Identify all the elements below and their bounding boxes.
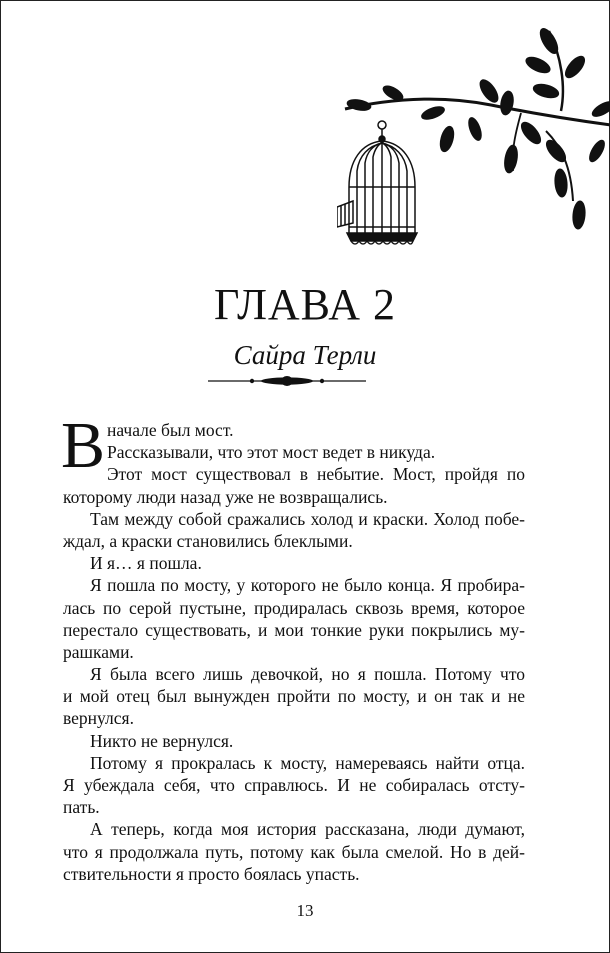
text-line: Рассказывали, что этот мост ведет в никуда.	[107, 442, 436, 463]
text-line: ждал, а краски становились блеклыми.	[63, 530, 353, 551]
birdcage-branch-illustration	[337, 21, 610, 253]
text-line: Я пошла по мосту, у которого не было конца. Я пробира-	[90, 575, 525, 596]
text-line: Никто не вернулся.	[90, 730, 234, 751]
text-line: Потому я прокралась к мосту, намереваясь найти отца.	[90, 752, 525, 773]
drop-cap: В	[61, 409, 106, 482]
chapter-subtitle: Сайра Терли	[233, 340, 377, 370]
text-line: начале был мост.	[107, 420, 234, 440]
divider-ornament	[206, 374, 368, 388]
text-line: которому люди назад уже не возвращались.	[63, 486, 388, 507]
text-line: А теперь, когда моя история рассказана, люди думают,	[90, 819, 525, 840]
text-line: пать.	[63, 797, 100, 818]
text-line: рашками.	[63, 641, 134, 662]
text-line: что я продолжала путь, потому как была смелой. Но в дей-	[63, 841, 525, 862]
text-line: вернулся.	[63, 708, 134, 729]
text-line: Этот мост существовал в небытие. Мост, пройдя по	[107, 464, 525, 485]
text-line: и мой отец был вынужден пройти по мосту, и он так и не	[63, 686, 525, 707]
text-line: И я… я пошла.	[90, 553, 202, 574]
text-line: перестало существовать, и мои тонкие руки покрылись му-	[63, 619, 525, 640]
text-line: Я убеждала себя, что справлюсь. И не собиралась отсту-	[63, 775, 525, 795]
page-number: 13	[296, 901, 314, 920]
text-line: лась по серой пустыне, продиралась сквозь время, которое	[63, 597, 525, 618]
text-line: Там между собой сражались холод и краски. Холод побе-	[90, 508, 525, 529]
text-line: ствительности я просто боялась упасть.	[63, 863, 360, 884]
text-line: Я была всего лишь девочкой, но я пошла. Потому что	[90, 664, 525, 685]
chapter-title: ГЛАВА 2	[213, 280, 397, 329]
chapter-body	[61, 409, 525, 885]
birdcage-icon	[337, 121, 417, 244]
